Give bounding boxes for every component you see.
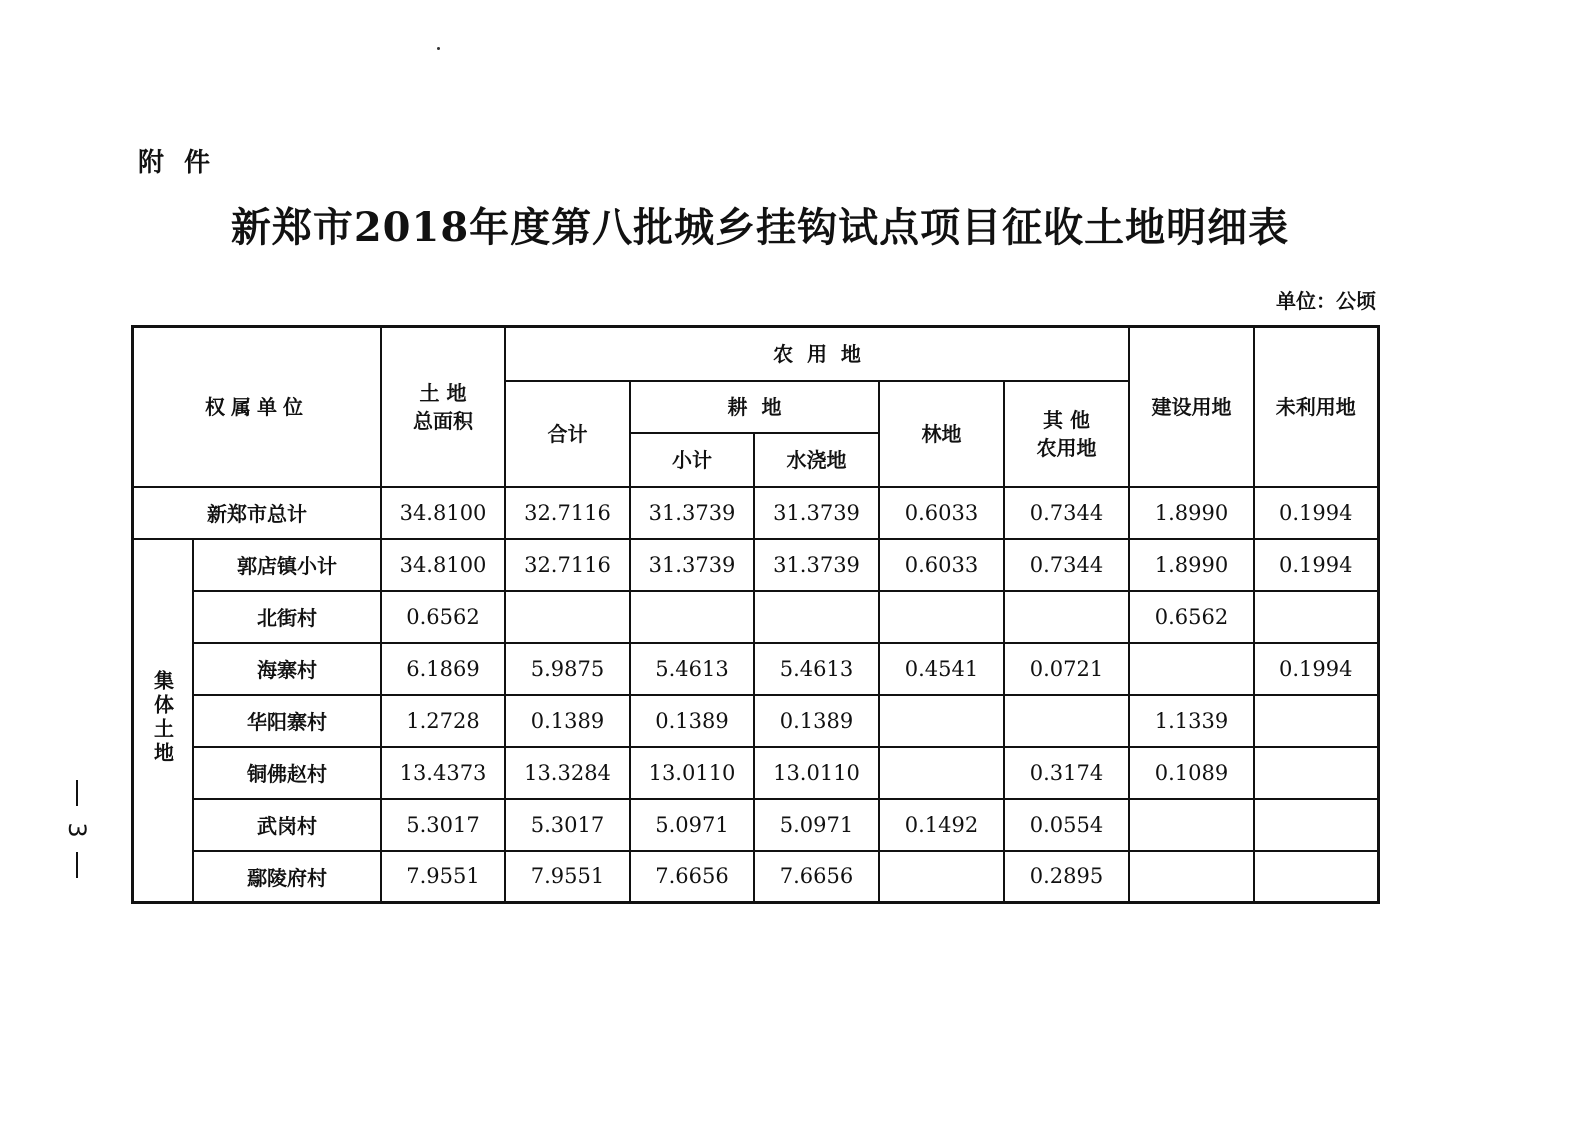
cell (505, 591, 630, 643)
header-agri-total-text: 合计 (547, 421, 588, 446)
header-agri-total (505, 381, 630, 487)
cell: 34.8100 (381, 539, 505, 591)
cell: 0.1389 (630, 695, 754, 747)
cell: 5.0971 (630, 799, 754, 851)
page-number-dash-top (76, 780, 78, 806)
row-name: 鄢陵府村 (193, 851, 381, 903)
cell: 1.2728 (381, 695, 505, 747)
cell: 31.3739 (630, 539, 754, 591)
page-number (62, 780, 92, 880)
table-row (133, 591, 1379, 643)
cell: 7.6656 (754, 851, 879, 903)
cell: 0.4541 (879, 643, 1004, 695)
table-row (133, 643, 1379, 695)
cell: 0.0554 (1004, 799, 1129, 851)
cell: 5.0971 (754, 799, 879, 851)
header-arable-text: 耕 地 (727, 394, 782, 419)
page-number-text: 3 (63, 822, 91, 838)
header-forest (879, 381, 1004, 487)
header-irrigated-text: 水浇地 (786, 447, 847, 472)
cell: 7.9551 (381, 851, 505, 903)
row-total-name: 新郑市总计 (133, 487, 382, 539)
row-name: 武岗村 (193, 799, 381, 851)
row-name: 铜佛赵村 (193, 747, 381, 799)
cell: 0.7344 (1004, 539, 1129, 591)
header-other-agri-text: 其 他 农用地 (1036, 407, 1097, 460)
cell (879, 591, 1004, 643)
cell: 0.6033 (879, 539, 1004, 591)
cell (879, 695, 1004, 747)
cell: 32.7116 (505, 539, 630, 591)
cell (1004, 591, 1129, 643)
attachment-label: 附件 (138, 148, 231, 178)
cell (1129, 799, 1254, 851)
cell: 5.3017 (505, 799, 630, 851)
group-label-collective-land (133, 539, 194, 903)
row-name: 北街村 (193, 591, 381, 643)
cell: 0.1994 (1254, 643, 1378, 695)
cell: 7.9551 (505, 851, 630, 903)
cell: 0.3174 (1004, 747, 1129, 799)
header-arable (630, 381, 879, 433)
header-irrigated (754, 433, 879, 487)
cell: 31.3739 (754, 539, 879, 591)
header-total-area-text: 土 地 总面积 (413, 380, 473, 433)
row-name: 华阳寨村 (193, 695, 381, 747)
cell: 0.6562 (381, 591, 505, 643)
cell: 0.1994 (1254, 487, 1378, 539)
cell (879, 747, 1004, 799)
table-row (133, 747, 1379, 799)
table-row (133, 539, 1379, 591)
cell: 34.8100 (381, 487, 505, 539)
header-total-area (381, 327, 505, 487)
cell: 6.1869 (381, 643, 505, 695)
cell (630, 591, 754, 643)
cell: 13.4373 (381, 747, 505, 799)
table-row (133, 695, 1379, 747)
scan-speck (437, 47, 440, 50)
cell (1254, 851, 1378, 903)
header-unused-text: 未利用地 (1275, 394, 1356, 419)
header-forest-text: 林地 (921, 421, 962, 446)
cell: 0.6562 (1129, 591, 1254, 643)
table-row-total (133, 487, 1379, 539)
cell (1254, 747, 1378, 799)
table-row (133, 851, 1379, 903)
cell: 32.7116 (505, 487, 630, 539)
cell: 0.1389 (754, 695, 879, 747)
cell: 13.0110 (630, 747, 754, 799)
page-title: 新郑市2018年度第八批城乡挂钩试点项目征收土地明细表 (230, 204, 1290, 251)
table-row (133, 799, 1379, 851)
cell: 31.3739 (630, 487, 754, 539)
cell (754, 591, 879, 643)
cell: 0.7344 (1004, 487, 1129, 539)
header-agri-text: 农 用 地 (773, 341, 861, 366)
cell: 0.0721 (1004, 643, 1129, 695)
header-construction (1129, 327, 1254, 487)
row-name: 海寨村 (193, 643, 381, 695)
cell (1254, 591, 1378, 643)
cell: 5.9875 (505, 643, 630, 695)
cell: 1.8990 (1129, 539, 1254, 591)
group-label-text: 集体土地 (150, 669, 175, 766)
land-detail-table (131, 325, 1380, 904)
header-owner-text: 权属单位 (205, 394, 309, 419)
cell: 5.3017 (381, 799, 505, 851)
cell: 1.1339 (1129, 695, 1254, 747)
header-arable-subtotal (630, 433, 754, 487)
header-other-agri (1004, 381, 1129, 487)
cell (1254, 695, 1378, 747)
header-construction-text: 建设用地 (1151, 394, 1232, 419)
header-arable-subtotal-text: 小计 (672, 447, 712, 472)
page-number-dash-bottom (76, 852, 78, 878)
cell (879, 851, 1004, 903)
row-name: 郭店镇小计 (193, 539, 381, 591)
header-owner (133, 327, 382, 487)
cell: 0.1994 (1254, 539, 1378, 591)
cell: 31.3739 (754, 487, 879, 539)
cell: 0.1492 (879, 799, 1004, 851)
cell: 0.6033 (879, 487, 1004, 539)
cell: 5.4613 (754, 643, 879, 695)
header-unused (1254, 327, 1378, 487)
cell (1004, 695, 1129, 747)
cell (1129, 851, 1254, 903)
cell: 0.1389 (505, 695, 630, 747)
header-agri (505, 327, 1129, 381)
cell (1129, 643, 1254, 695)
cell: 13.3284 (505, 747, 630, 799)
unit-label: 单位：公顷 (1276, 289, 1376, 313)
cell: 1.8990 (1129, 487, 1254, 539)
cell: 0.1089 (1129, 747, 1254, 799)
cell: 7.6656 (630, 851, 754, 903)
cell: 13.0110 (754, 747, 879, 799)
cell (1254, 799, 1378, 851)
cell: 0.2895 (1004, 851, 1129, 903)
cell: 5.4613 (630, 643, 754, 695)
